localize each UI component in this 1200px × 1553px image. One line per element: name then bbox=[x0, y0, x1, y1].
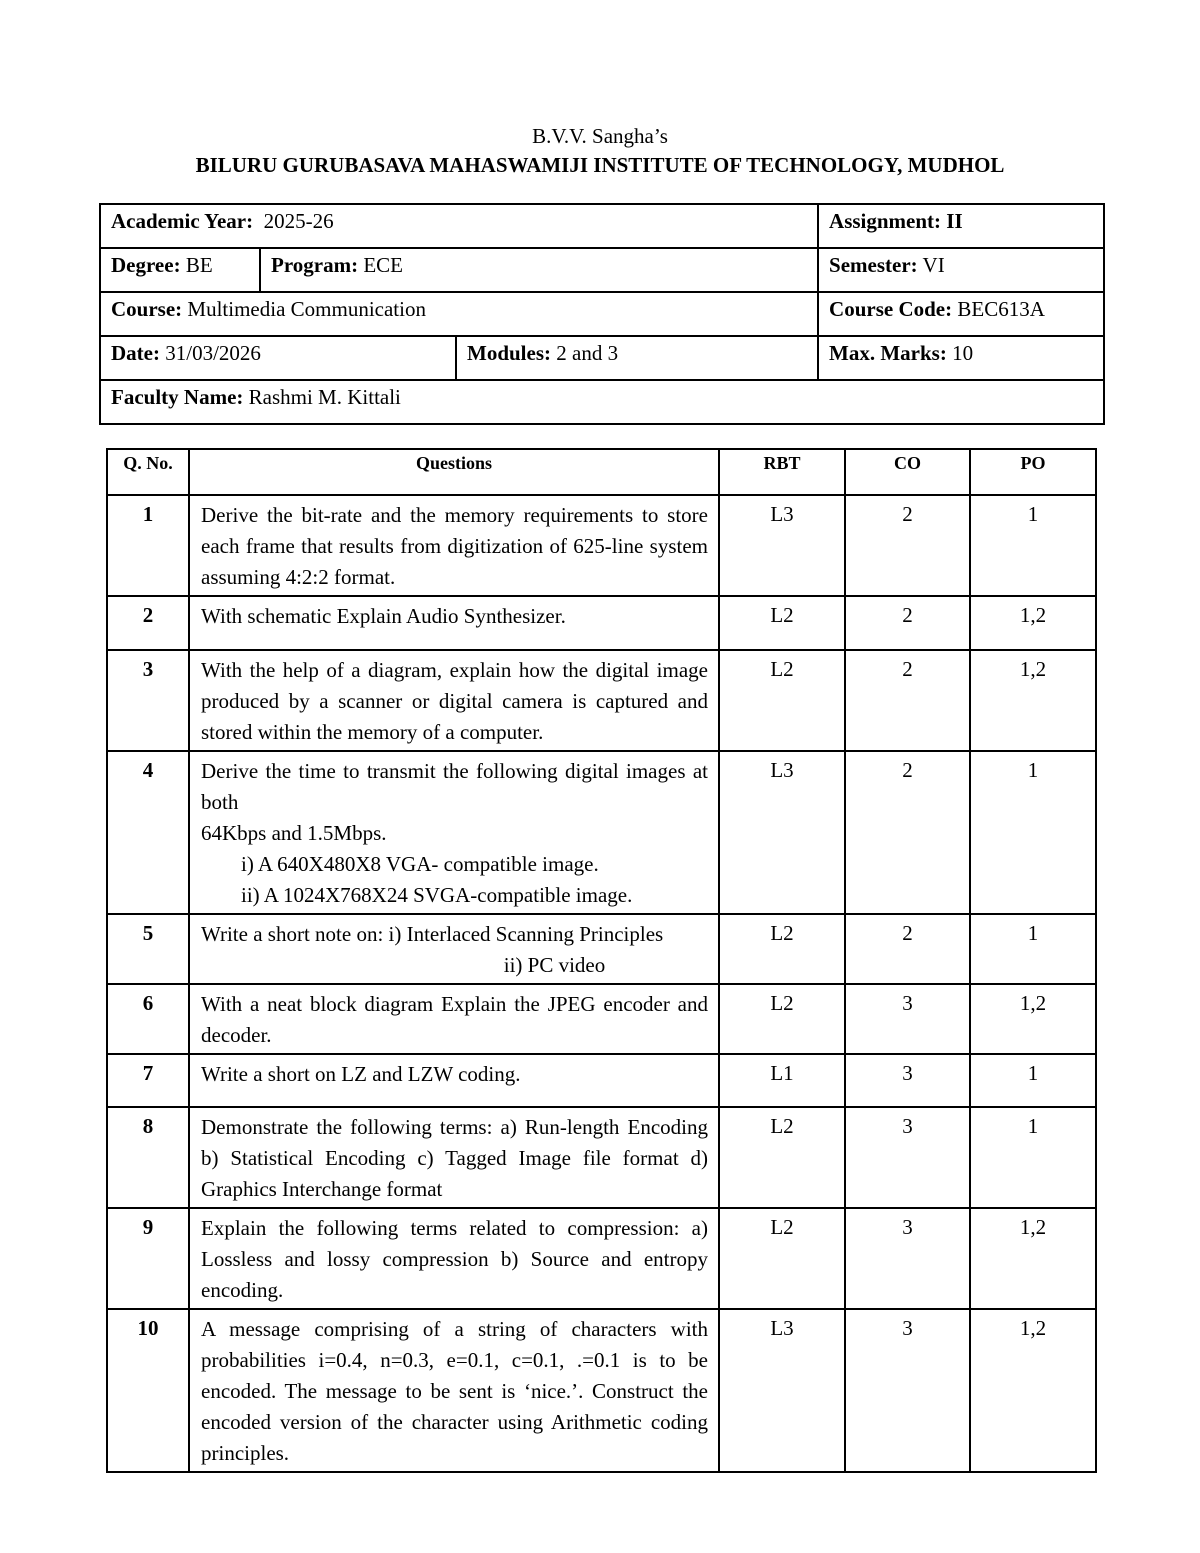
rbt-level: L3 bbox=[719, 1309, 845, 1472]
max-marks-cell bbox=[818, 336, 1104, 380]
faculty-value: Rashmi M. Kittali bbox=[248, 385, 401, 409]
course-value: Multimedia Communication bbox=[187, 297, 426, 321]
rbt-level: L2 bbox=[719, 914, 845, 984]
question-text bbox=[189, 650, 719, 751]
question-line: Write a short note on: i) Interlaced Scanning Principles bbox=[201, 922, 664, 946]
question-text bbox=[189, 984, 719, 1054]
rbt-level: L2 bbox=[719, 596, 845, 650]
program-label: Program: bbox=[271, 253, 359, 277]
co-value: 3 bbox=[845, 1107, 970, 1208]
question-text bbox=[189, 1107, 719, 1208]
question-number: 1 bbox=[107, 495, 189, 596]
rbt-level: L1 bbox=[719, 1054, 845, 1107]
co-value: 2 bbox=[845, 751, 970, 914]
question-number: 9 bbox=[107, 1208, 189, 1309]
date-cell bbox=[100, 336, 456, 380]
question-number: 2 bbox=[107, 596, 189, 650]
semester-value: VI bbox=[922, 253, 945, 277]
po-value: 1 bbox=[970, 495, 1096, 596]
co-value: 2 bbox=[845, 914, 970, 984]
modules-label: Modules: bbox=[467, 341, 551, 365]
max-marks-value: 10 bbox=[952, 341, 974, 365]
info-row bbox=[100, 336, 1104, 380]
question-text bbox=[189, 596, 719, 650]
rbt-level: L3 bbox=[719, 495, 845, 596]
question-line: 64Kbps and 1.5Mbps. bbox=[201, 821, 387, 845]
po-value: 1 bbox=[970, 751, 1096, 914]
degree-value: BE bbox=[185, 253, 213, 277]
questions-table bbox=[106, 448, 1097, 1473]
question-line: With a neat block diagram Explain the JPEG encoder and decoder. bbox=[201, 992, 708, 1047]
course-cell bbox=[100, 292, 818, 336]
co-value: 2 bbox=[845, 495, 970, 596]
question-number: 10 bbox=[107, 1309, 189, 1472]
question-text bbox=[189, 495, 719, 596]
question-row bbox=[107, 1107, 1096, 1208]
academic-year-cell bbox=[100, 204, 818, 248]
co-value: 2 bbox=[845, 596, 970, 650]
co-header: CO bbox=[845, 449, 970, 495]
question-number: 6 bbox=[107, 984, 189, 1054]
course-code-label: Course Code: bbox=[829, 297, 953, 321]
info-row bbox=[100, 248, 1104, 292]
academic-year-value: 2025-26 bbox=[263, 209, 334, 233]
question-text bbox=[189, 1054, 719, 1107]
question-text bbox=[189, 914, 719, 984]
academic-year-label: Academic Year: bbox=[111, 209, 254, 233]
faculty-cell bbox=[100, 380, 1104, 424]
question-row bbox=[107, 1054, 1096, 1107]
assignment-cell bbox=[818, 204, 1104, 248]
question-row bbox=[107, 1208, 1096, 1309]
question-line: Explain the following terms related to compression: a) Lossless and lossy compression b) Source and entropy encoding. bbox=[201, 1216, 708, 1302]
question-text bbox=[189, 1309, 719, 1472]
co-value: 3 bbox=[845, 984, 970, 1054]
question-line: ii) PC video bbox=[503, 953, 606, 977]
question-row bbox=[107, 650, 1096, 751]
qno-header: Q. No. bbox=[107, 449, 189, 495]
course-label: Course: bbox=[111, 297, 183, 321]
rbt-level: L3 bbox=[719, 751, 845, 914]
po-value: 1,2 bbox=[970, 984, 1096, 1054]
faculty-label: Faculty Name: bbox=[111, 385, 244, 409]
questions-body bbox=[107, 495, 1096, 1472]
sangha-name: B.V.V. Sangha’s bbox=[532, 124, 668, 148]
question-line: With schematic Explain Audio Synthesizer. bbox=[201, 604, 566, 628]
assignment-value: II bbox=[946, 209, 963, 233]
info-row bbox=[100, 292, 1104, 336]
question-number: 3 bbox=[107, 650, 189, 751]
info-row bbox=[100, 204, 1104, 248]
co-value: 3 bbox=[845, 1208, 970, 1309]
rbt-level: L2 bbox=[719, 984, 845, 1054]
questions-header-row bbox=[107, 449, 1096, 495]
question-row bbox=[107, 596, 1096, 650]
modules-value: 2 and 3 bbox=[556, 341, 619, 365]
po-value: 1 bbox=[970, 1054, 1096, 1107]
question-line: i) A 640X480X8 VGA- compatible image. bbox=[241, 852, 599, 876]
po-value: 1 bbox=[970, 914, 1096, 984]
question-number: 7 bbox=[107, 1054, 189, 1107]
question-line: Derive the time to transmit the following digital images at both bbox=[201, 759, 708, 814]
question-line: Demonstrate the following terms: a) Run-length Encoding b) Statistical Encoding c) Tagged Image file format d) Graphics Interchange format bbox=[201, 1115, 708, 1201]
degree-cell bbox=[100, 248, 260, 292]
question-line: Derive the bit-rate and the memory requirements to store each frame that results from digitization of 625-line system assuming 4:2:2 format. bbox=[201, 503, 708, 589]
program-value: ECE bbox=[363, 253, 403, 277]
date-value: 31/03/2026 bbox=[165, 341, 261, 365]
semester-label: Semester: bbox=[829, 253, 918, 277]
question-line: ii) A 1024X768X24 SVGA-compatible image. bbox=[241, 883, 633, 907]
question-text bbox=[189, 1208, 719, 1309]
rbt-level: L2 bbox=[719, 1208, 845, 1309]
po-value: 1,2 bbox=[970, 1208, 1096, 1309]
rbt-header: RBT bbox=[719, 449, 845, 495]
degree-label: Degree: bbox=[111, 253, 181, 277]
modules-cell bbox=[456, 336, 818, 380]
assignment-label: Assignment: bbox=[829, 209, 942, 233]
co-value: 3 bbox=[845, 1309, 970, 1472]
date-label: Date: bbox=[111, 341, 160, 365]
po-value: 1,2 bbox=[970, 650, 1096, 751]
question-row bbox=[107, 495, 1096, 596]
institute-title: BILURU GURUBASAVA MAHASWAMIJI INSTITUTE OF TECHNOLOGY, MUDHOL bbox=[195, 153, 1005, 177]
co-value: 3 bbox=[845, 1054, 970, 1107]
rbt-level: L2 bbox=[719, 650, 845, 751]
rbt-level: L2 bbox=[719, 1107, 845, 1208]
po-value: 1 bbox=[970, 1107, 1096, 1208]
po-value: 1,2 bbox=[970, 1309, 1096, 1472]
assignment-info-table bbox=[99, 203, 1105, 425]
course-code-value: BEC613A bbox=[957, 297, 1045, 321]
question-row bbox=[107, 914, 1096, 984]
info-row bbox=[100, 380, 1104, 424]
po-header: PO bbox=[970, 449, 1096, 495]
question-number: 4 bbox=[107, 751, 189, 914]
question-number: 5 bbox=[107, 914, 189, 984]
question-row bbox=[107, 984, 1096, 1054]
question-number: 8 bbox=[107, 1107, 189, 1208]
question-line: A message comprising of a string of characters with probabilities i=0.4, n=0.3, e=0.1, c=0.1, .=0.1 is to be encoded. The message to be sent is ‘nice.’. Construct the encoded version of the character using Arithmetic coding principles. bbox=[201, 1317, 708, 1465]
questions-header: Questions bbox=[189, 449, 719, 495]
co-value: 2 bbox=[845, 650, 970, 751]
program-cell bbox=[260, 248, 818, 292]
po-value: 1,2 bbox=[970, 596, 1096, 650]
question-row bbox=[107, 1309, 1096, 1472]
question-line: With the help of a diagram, explain how the digital image produced by a scanner or digital camera is captured and stored within the memory of a computer. bbox=[201, 658, 708, 744]
course-code-cell bbox=[818, 292, 1104, 336]
question-line: Write a short on LZ and LZW coding. bbox=[201, 1062, 521, 1086]
question-row bbox=[107, 751, 1096, 914]
semester-cell bbox=[818, 248, 1104, 292]
max-marks-label: Max. Marks: bbox=[829, 341, 947, 365]
question-text bbox=[189, 751, 719, 914]
